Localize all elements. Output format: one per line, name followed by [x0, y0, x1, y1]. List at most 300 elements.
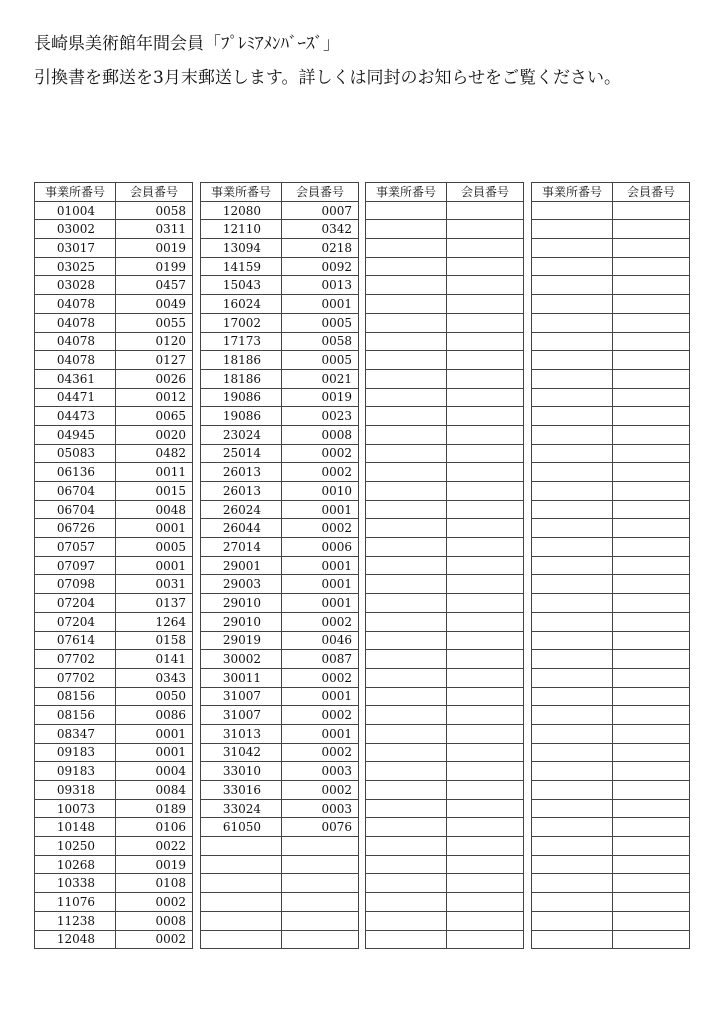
table-row — [35, 276, 193, 295]
table-row — [35, 631, 193, 650]
office-number-cell — [366, 874, 447, 893]
office-number-cell — [532, 594, 613, 613]
document-title: 長崎県美術館年間会員「ﾌﾟﾚﾐｱﾒﾝﾊﾞｰｽﾞ」 — [34, 34, 340, 54]
member-number-cell: 0046 — [282, 631, 359, 650]
office-number-cell: 33016 — [201, 781, 282, 800]
office-number-cell: 07614 — [35, 631, 116, 650]
table-row — [201, 837, 359, 856]
office-number-cell — [366, 837, 447, 856]
office-number-cell: 09183 — [35, 743, 116, 762]
table-row — [201, 724, 359, 743]
member-number-cell: 0001 — [282, 556, 359, 575]
office-number-cell: 07098 — [35, 575, 116, 594]
table-row — [532, 650, 690, 669]
table-row — [35, 407, 193, 426]
office-number-cell — [366, 556, 447, 575]
office-number-cell: 11238 — [35, 911, 116, 930]
member-number-cell — [282, 930, 359, 949]
member-number-cell — [613, 425, 690, 444]
table-row — [201, 743, 359, 762]
table-row — [532, 818, 690, 837]
table-row — [201, 818, 359, 837]
table-row — [532, 538, 690, 557]
office-number-cell: 04361 — [35, 369, 116, 388]
table-row — [35, 500, 193, 519]
member-number-cell: 0311 — [116, 220, 193, 239]
member-number-cell: 0023 — [282, 407, 359, 426]
office-number-cell — [532, 631, 613, 650]
office-number-cell — [532, 874, 613, 893]
member-number-cell — [613, 239, 690, 258]
member-number-cell: 0048 — [116, 500, 193, 519]
office-number-cell: 09318 — [35, 781, 116, 800]
office-number-cell — [366, 444, 447, 463]
table-row — [35, 538, 193, 557]
member-number-cell: 0137 — [116, 594, 193, 613]
office-number-cell: 17002 — [201, 313, 282, 332]
office-number-cell — [532, 706, 613, 725]
member-number-cell — [613, 631, 690, 650]
office-number-cell: 29019 — [201, 631, 282, 650]
member-number-cell — [447, 239, 524, 258]
office-number-cell — [532, 556, 613, 575]
member-number-cell: 0087 — [282, 650, 359, 669]
office-number-header: 事業所番号 — [201, 183, 282, 202]
member-number-cell — [447, 351, 524, 370]
table-row — [201, 668, 359, 687]
office-number-cell: 29003 — [201, 575, 282, 594]
office-number-cell — [366, 407, 447, 426]
office-number-cell: 10338 — [35, 874, 116, 893]
office-number-cell: 27014 — [201, 538, 282, 557]
office-number-cell — [532, 855, 613, 874]
member-number-cell: 0158 — [116, 631, 193, 650]
member-number-cell — [613, 706, 690, 725]
table-row — [366, 594, 524, 613]
table-row — [532, 388, 690, 407]
table-row — [366, 855, 524, 874]
office-number-cell — [366, 313, 447, 332]
office-number-cell — [532, 369, 613, 388]
table-row — [201, 351, 359, 370]
office-number-cell: 31007 — [201, 706, 282, 725]
table-row — [35, 220, 193, 239]
table-row — [366, 874, 524, 893]
table-row — [366, 463, 524, 482]
table-row — [532, 930, 690, 949]
table-row — [532, 837, 690, 856]
office-number-cell: 04078 — [35, 351, 116, 370]
table-row — [201, 706, 359, 725]
member-number-cell: 0003 — [282, 762, 359, 781]
office-number-cell: 10148 — [35, 818, 116, 837]
office-number-cell: 04078 — [35, 332, 116, 351]
member-number-cell — [447, 612, 524, 631]
table-row — [35, 388, 193, 407]
office-number-cell: 33010 — [201, 762, 282, 781]
table-row — [366, 313, 524, 332]
table-row — [366, 239, 524, 258]
table-row — [35, 594, 193, 613]
table-row — [35, 743, 193, 762]
table-row — [366, 799, 524, 818]
office-number-cell — [366, 781, 447, 800]
member-number-cell: 0058 — [282, 332, 359, 351]
office-number-cell: 25014 — [201, 444, 282, 463]
office-number-cell: 10250 — [35, 837, 116, 856]
table-row — [366, 369, 524, 388]
member-number-cell — [613, 668, 690, 687]
table-row — [201, 575, 359, 594]
office-number-cell: 30011 — [201, 668, 282, 687]
table-row — [201, 911, 359, 930]
member-number-cell — [447, 668, 524, 687]
office-number-cell — [366, 332, 447, 351]
member-number-cell: 0457 — [116, 276, 193, 295]
member-number-cell — [447, 220, 524, 239]
office-number-cell: 29001 — [201, 556, 282, 575]
table-row — [35, 482, 193, 501]
table-row — [35, 257, 193, 276]
office-number-cell — [366, 295, 447, 314]
member-number-cell: 0001 — [282, 295, 359, 314]
table-row — [532, 313, 690, 332]
member-number-cell — [447, 762, 524, 781]
table-row — [35, 687, 193, 706]
office-number-cell — [532, 388, 613, 407]
member-number-cell — [613, 220, 690, 239]
member-number-cell: 0005 — [116, 538, 193, 557]
office-number-cell — [366, 388, 447, 407]
table-row — [35, 351, 193, 370]
office-number-cell: 05083 — [35, 444, 116, 463]
office-number-cell: 08347 — [35, 724, 116, 743]
office-number-cell — [366, 650, 447, 669]
office-number-cell — [532, 781, 613, 800]
office-number-cell: 12080 — [201, 201, 282, 220]
table-row — [35, 911, 193, 930]
member-number-cell: 0343 — [116, 668, 193, 687]
office-number-cell: 26044 — [201, 519, 282, 538]
table-row — [532, 911, 690, 930]
office-number-cell: 31007 — [201, 687, 282, 706]
office-number-cell: 23024 — [201, 425, 282, 444]
office-number-cell: 08156 — [35, 706, 116, 725]
member-number-cell: 0019 — [282, 388, 359, 407]
office-number-cell — [366, 893, 447, 912]
table-row — [366, 388, 524, 407]
table-row — [35, 295, 193, 314]
table-row — [532, 276, 690, 295]
member-number-cell — [447, 425, 524, 444]
member-number-cell — [613, 575, 690, 594]
office-number-cell: 12110 — [201, 220, 282, 239]
table-row — [35, 444, 193, 463]
office-number-cell — [366, 500, 447, 519]
member-number-cell — [282, 874, 359, 893]
member-number-cell — [447, 650, 524, 669]
member-number-cell — [613, 612, 690, 631]
member-number-cell: 0002 — [282, 612, 359, 631]
table-row — [201, 799, 359, 818]
table-row — [35, 874, 193, 893]
member-number-cell: 0021 — [282, 369, 359, 388]
office-number-cell: 06726 — [35, 519, 116, 538]
member-number-cell — [613, 781, 690, 800]
table-row — [532, 295, 690, 314]
table-row — [201, 893, 359, 912]
member-number-cell — [447, 482, 524, 501]
table-row — [35, 930, 193, 949]
table-row — [201, 369, 359, 388]
office-number-cell — [366, 463, 447, 482]
table-row — [532, 594, 690, 613]
office-number-cell: 10268 — [35, 855, 116, 874]
table-row — [532, 855, 690, 874]
table-row — [35, 239, 193, 258]
table-row — [201, 201, 359, 220]
member-table-3 — [365, 182, 524, 949]
office-number-cell — [532, 930, 613, 949]
table-row — [366, 706, 524, 725]
table-row — [35, 837, 193, 856]
member-number-cell — [613, 276, 690, 295]
table-row — [35, 575, 193, 594]
office-number-cell — [532, 220, 613, 239]
table-row — [201, 556, 359, 575]
table-row — [532, 519, 690, 538]
office-number-cell: 07057 — [35, 538, 116, 557]
office-number-cell — [532, 893, 613, 912]
member-number-cell: 0002 — [116, 893, 193, 912]
office-number-cell — [532, 743, 613, 762]
table-row — [532, 332, 690, 351]
office-number-cell: 01004 — [35, 201, 116, 220]
office-number-cell — [366, 201, 447, 220]
office-number-cell — [532, 538, 613, 557]
member-number-cell: 0189 — [116, 799, 193, 818]
member-number-cell: 0008 — [282, 425, 359, 444]
table-row — [201, 930, 359, 949]
member-number-header: 会員番号 — [447, 183, 524, 202]
member-number-cell: 0002 — [282, 444, 359, 463]
office-number-cell — [366, 743, 447, 762]
office-number-cell: 06704 — [35, 500, 116, 519]
member-number-cell — [447, 519, 524, 538]
member-number-cell — [447, 313, 524, 332]
member-number-cell: 0001 — [282, 724, 359, 743]
office-number-cell — [532, 762, 613, 781]
member-number-cell: 0022 — [116, 837, 193, 856]
table-row — [532, 781, 690, 800]
office-number-cell — [532, 276, 613, 295]
office-number-cell — [201, 855, 282, 874]
member-number-cell — [613, 332, 690, 351]
member-number-cell — [613, 388, 690, 407]
office-number-cell — [366, 220, 447, 239]
member-number-cell: 0005 — [282, 351, 359, 370]
member-number-cell — [613, 295, 690, 314]
office-number-cell: 12048 — [35, 930, 116, 949]
office-number-cell — [366, 762, 447, 781]
member-number-cell — [613, 369, 690, 388]
member-number-cell — [613, 818, 690, 837]
member-number-cell: 0084 — [116, 781, 193, 800]
office-number-cell: 07204 — [35, 594, 116, 613]
table-row — [201, 425, 359, 444]
table-row — [35, 201, 193, 220]
office-number-cell — [366, 239, 447, 258]
table-row — [35, 313, 193, 332]
member-number-cell — [447, 295, 524, 314]
table-row — [366, 538, 524, 557]
table-row — [35, 556, 193, 575]
member-number-cell: 0020 — [116, 425, 193, 444]
table-row — [201, 855, 359, 874]
office-number-cell: 30002 — [201, 650, 282, 669]
office-number-cell: 29010 — [201, 594, 282, 613]
member-number-cell — [613, 257, 690, 276]
office-number-cell: 04473 — [35, 407, 116, 426]
office-number-cell — [366, 724, 447, 743]
table-row — [366, 407, 524, 426]
table-row — [532, 556, 690, 575]
member-number-cell — [613, 313, 690, 332]
office-number-cell: 08156 — [35, 687, 116, 706]
office-number-cell — [366, 425, 447, 444]
member-number-cell — [447, 463, 524, 482]
office-number-cell — [366, 668, 447, 687]
office-number-cell — [532, 295, 613, 314]
table-row — [366, 687, 524, 706]
office-number-cell — [532, 668, 613, 687]
member-number-cell — [613, 463, 690, 482]
member-number-cell: 0218 — [282, 239, 359, 258]
office-number-cell: 15043 — [201, 276, 282, 295]
table-row — [35, 762, 193, 781]
office-number-header: 事業所番号 — [35, 183, 116, 202]
table-row — [35, 425, 193, 444]
member-number-cell — [613, 837, 690, 856]
office-number-cell — [532, 911, 613, 930]
office-number-cell: 26013 — [201, 482, 282, 501]
member-number-cell — [447, 874, 524, 893]
office-number-cell — [366, 369, 447, 388]
table-row — [35, 463, 193, 482]
table-row — [532, 706, 690, 725]
office-number-cell — [366, 687, 447, 706]
table-row — [35, 799, 193, 818]
member-number-cell — [613, 893, 690, 912]
member-number-cell — [447, 706, 524, 725]
office-number-cell: 07702 — [35, 668, 116, 687]
table-row — [201, 781, 359, 800]
office-number-cell — [366, 519, 447, 538]
member-number-cell — [613, 500, 690, 519]
office-number-cell — [366, 594, 447, 613]
table-row — [532, 893, 690, 912]
office-number-cell: 10073 — [35, 799, 116, 818]
office-number-cell — [532, 612, 613, 631]
member-number-cell — [613, 855, 690, 874]
office-number-cell — [532, 313, 613, 332]
member-number-cell: 0001 — [282, 575, 359, 594]
table-row — [366, 743, 524, 762]
office-number-cell — [366, 538, 447, 557]
table-row — [35, 706, 193, 725]
member-number-cell: 0092 — [282, 257, 359, 276]
member-number-cell — [613, 799, 690, 818]
table-row — [532, 351, 690, 370]
member-number-cell — [447, 724, 524, 743]
table-row — [201, 276, 359, 295]
member-number-cell: 0002 — [282, 519, 359, 538]
table-row — [532, 239, 690, 258]
table-row — [201, 388, 359, 407]
member-number-cell — [613, 874, 690, 893]
table-row — [366, 612, 524, 631]
table-row — [366, 201, 524, 220]
office-number-cell: 03025 — [35, 257, 116, 276]
member-number-cell — [447, 837, 524, 856]
office-number-cell — [532, 837, 613, 856]
office-number-cell — [366, 482, 447, 501]
table-row — [532, 799, 690, 818]
member-number-cell — [447, 781, 524, 800]
office-number-cell — [532, 201, 613, 220]
member-number-cell: 0001 — [282, 594, 359, 613]
member-number-cell: 1264 — [116, 612, 193, 631]
member-number-cell: 0001 — [116, 556, 193, 575]
table-row — [532, 743, 690, 762]
table-row — [366, 425, 524, 444]
table-row — [201, 612, 359, 631]
table-row — [201, 444, 359, 463]
office-number-cell: 18186 — [201, 351, 282, 370]
office-number-cell: 07204 — [35, 612, 116, 631]
office-number-cell — [366, 257, 447, 276]
member-number-cell: 0015 — [116, 482, 193, 501]
table-row — [366, 556, 524, 575]
office-number-cell — [532, 351, 613, 370]
member-number-cell: 0049 — [116, 295, 193, 314]
table-header-row — [201, 183, 359, 202]
member-number-cell: 0001 — [282, 500, 359, 519]
member-number-cell: 0012 — [116, 388, 193, 407]
table-row — [532, 463, 690, 482]
table-row — [532, 407, 690, 426]
table-row — [366, 837, 524, 856]
table-row — [366, 762, 524, 781]
member-number-cell — [447, 930, 524, 949]
table-row — [35, 332, 193, 351]
table-row — [366, 930, 524, 949]
table-row — [366, 893, 524, 912]
table-row — [35, 668, 193, 687]
table-row — [366, 276, 524, 295]
office-number-cell: 26024 — [201, 500, 282, 519]
table-header-row — [366, 183, 524, 202]
member-number-cell — [447, 407, 524, 426]
member-number-cell: 0002 — [282, 668, 359, 687]
member-number-cell — [282, 855, 359, 874]
office-number-cell — [366, 575, 447, 594]
table-row — [201, 631, 359, 650]
member-number-cell — [447, 500, 524, 519]
office-number-cell — [532, 444, 613, 463]
office-number-cell — [366, 276, 447, 295]
table-row — [35, 612, 193, 631]
